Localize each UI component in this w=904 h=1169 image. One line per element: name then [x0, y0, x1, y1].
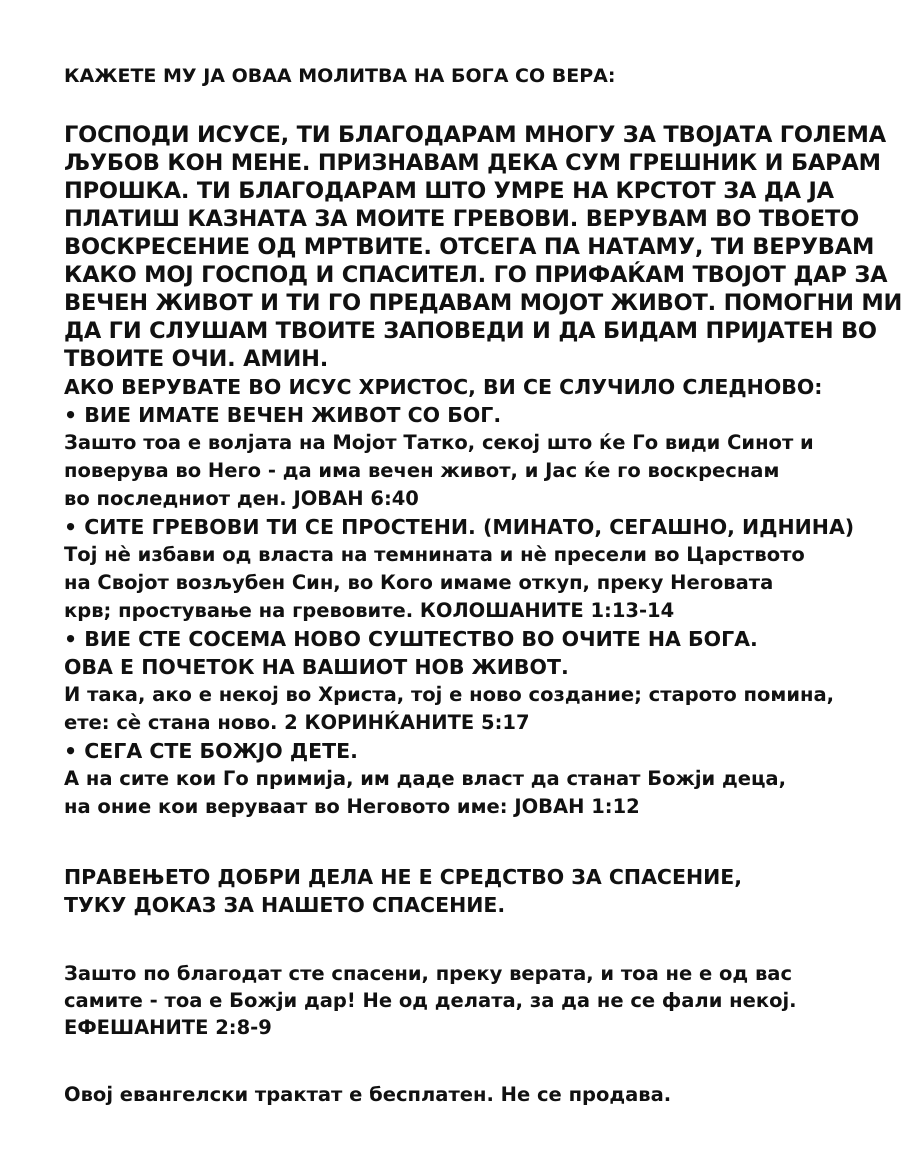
- scripture-line: Зашто по благодат сте спасени, преку верата, и тоа не е од вас: [64, 962, 793, 985]
- scripture-line: ете: сè стана ново. 2 КОРИНЌАНИТЕ 5:17: [64, 711, 530, 734]
- scripture-line: крв; простување на гревовите. КОЛОШАНИТЕ 1:13-14: [64, 599, 675, 622]
- footer-note: [64, 1081, 864, 1108]
- prayer-line: ТВОИТЕ ОЧИ. АМИН.: [64, 346, 329, 372]
- scripture-line: на оние кои веруваат во Неговото име: ЈОВАН 1:12: [64, 795, 640, 818]
- prayer-line: КАКО МОЈ ГОСПОД И СПАСИТЕЛ. ГО ПРИФАЌАМ ТВОЈОТ ДАР ЗА: [64, 262, 888, 288]
- scripture-line: Тој нè избави од власта на темнината и нè пресели во Царството: [64, 543, 805, 566]
- benefits-intro: АКО ВЕРУВАТЕ ВО ИСУС ХРИСТОС, ВИ СЕ СЛУЧИЛО СЛЕДНОВО:: [64, 375, 823, 399]
- prayer-text: [64, 121, 903, 373]
- prayer-line: ВОСКРЕСЕНИЕ ОД МРТВИТЕ. ОТСЕГА ПА НАТАМУ, ТИ ВЕРУВАМ: [64, 234, 875, 260]
- prayer-instruction: КАЖЕТЕ МУ ЈА ОВАА МОЛИТВА НА БОГА СО ВЕРА:: [64, 65, 616, 87]
- scripture-line: во последниот ден. ЈОВАН 6:40: [64, 487, 419, 510]
- benefit-heading: • ВИЕ СТЕ СОСЕМА НОВО СУШТЕСТВО ВО ОЧИТЕ НА БОГА.: [64, 627, 758, 651]
- prayer-line: ПЛАТИШ КАЗНАТА ЗА МОИТЕ ГРЕВОВИ. ВЕРУВАМ ВО ТВОЕТО: [64, 206, 860, 232]
- benefit-heading: • СЕГА СТЕ БОЖЈО ДЕТЕ.: [64, 739, 358, 763]
- scripture-line: самите - тоа е Божји дар! Не од делата, за да не се фали некој.: [64, 989, 797, 1012]
- benefit-heading: ОВА Е ПОЧЕТОК НА ВАШИОТ НОВ ЖИВОТ.: [64, 655, 569, 679]
- good-works-heading: [64, 863, 864, 919]
- prayer-line: ВЕЧЕН ЖИВОТ И ТИ ГО ПРЕДАВАМ МОЈОТ ЖИВОТ. ПОМОГНИ МИ: [64, 290, 903, 316]
- tract-page: [64, 64, 903, 1108]
- benefit-heading: • СИТЕ ГРЕВОВИ ТИ СЕ ПРОСТЕНИ. (МИНАТО, СЕГАШНО, ИДНИНА): [64, 515, 855, 539]
- benefit-heading: • ВИЕ ИМАТЕ ВЕЧЕН ЖИВОТ СО БОГ.: [64, 403, 502, 427]
- scripture-line: А на сите кои Го примија, им даде власт да станат Божји деца,: [64, 767, 786, 790]
- benefits-section: [64, 373, 864, 821]
- footer-text: Овој евангелски трактат е бесплатен. Не се продава.: [64, 1083, 672, 1106]
- prayer-line: ЉУБОВ КОН МЕНЕ. ПРИЗНАВАМ ДЕКА СУМ ГРЕШНИК И БАРАМ: [64, 150, 881, 176]
- ephesians-verse: [64, 960, 864, 1041]
- scripture-line: ЕФЕШАНИТЕ 2:8-9: [64, 1016, 272, 1039]
- scripture-line: И така, ако е некој во Христа, тој е ново создание; старото помина,: [64, 683, 835, 706]
- heading-line: ПРАВЕЊЕТО ДОБРИ ДЕЛА НЕ Е СРЕДСТВО ЗА СПАСЕНИЕ,: [64, 865, 743, 889]
- heading-line: ТУКУ ДОКАЗ ЗА НАШЕТО СПАСЕНИЕ.: [64, 893, 506, 917]
- scripture-line: на Својот возљубен Син, во Кого имаме откуп, преку Неговата: [64, 571, 774, 594]
- prayer-line: ДА ГИ СЛУШАМ ТВОИТЕ ЗАПОВЕДИ И ДА БИДАМ ПРИЈАТЕН ВО: [64, 318, 877, 344]
- scripture-line: Зашто тоа е волјата на Мојот Татко, секој што ќе Го види Синот и: [64, 431, 814, 454]
- scripture-line: поверува во Него - да има вечен живот, и Јас ќе го воскреснам: [64, 459, 780, 482]
- prayer-line: ГОСПОДИ ИСУСЕ, ТИ БЛАГОДАРАМ МНОГУ ЗА ТВОЈАТА ГОЛЕМА: [64, 122, 886, 148]
- prayer-line: ПРОШКА. ТИ БЛАГОДАРАМ ШТО УМРЕ НА КРСТОТ ЗА ДА ЈА: [64, 178, 834, 204]
